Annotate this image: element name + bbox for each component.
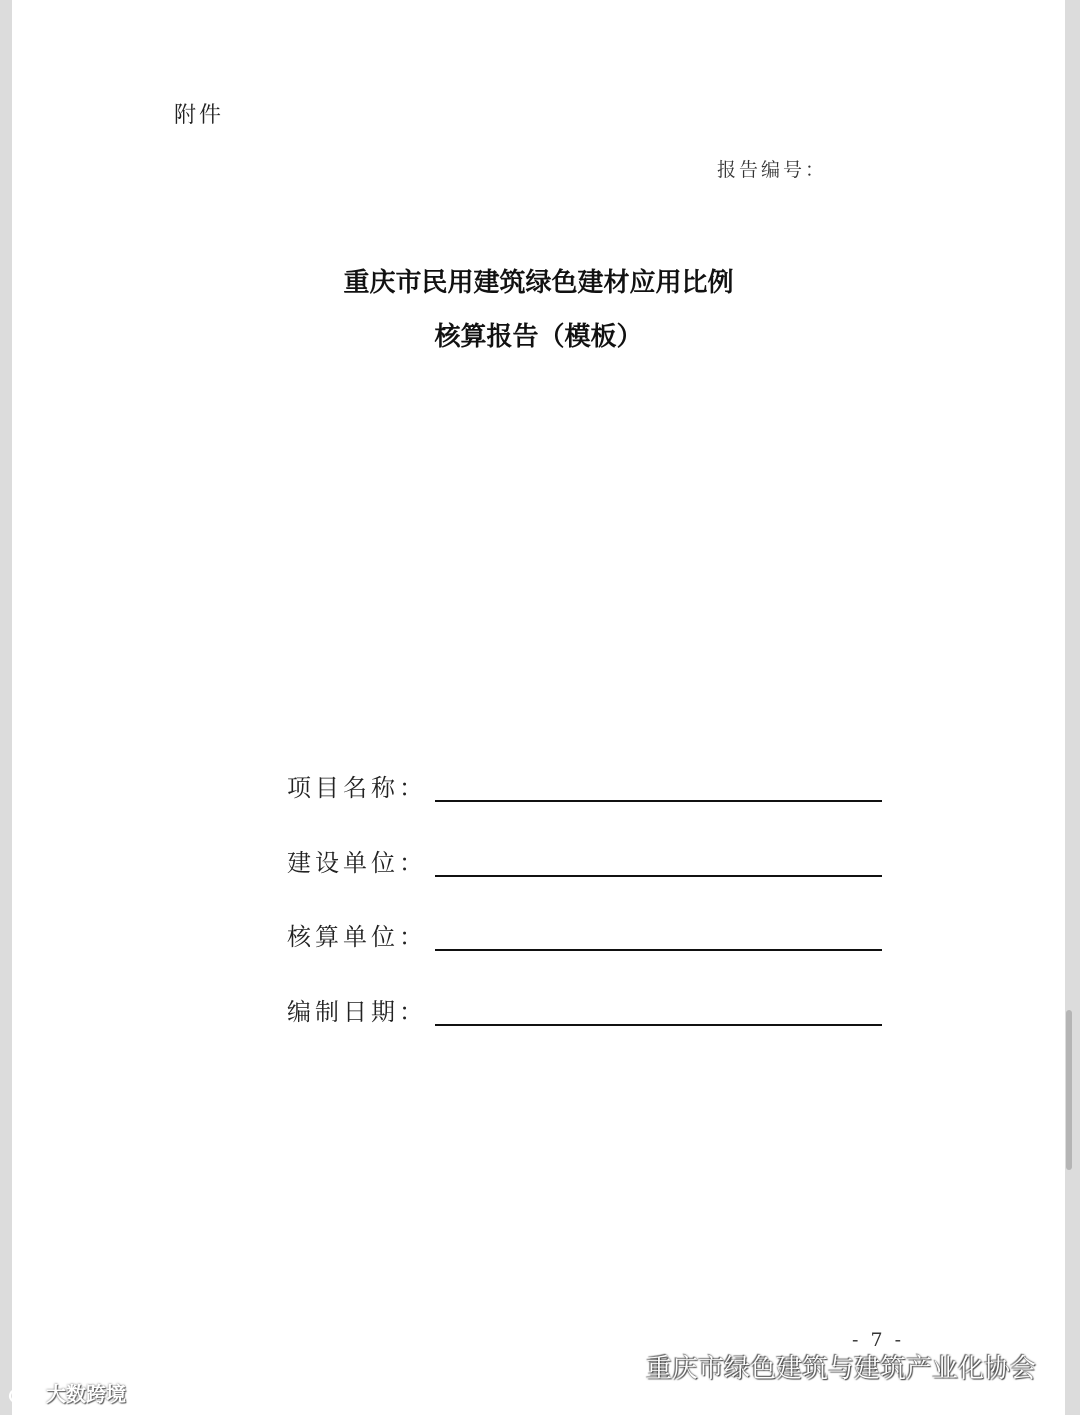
field-label: 核算单位： [287, 923, 427, 951]
weibo-account-name: 大数跨境 [46, 1382, 126, 1406]
document-title-line2: 核算报告（模板） [434, 322, 643, 352]
construction-unit-field [287, 837, 882, 877]
blank-line [435, 1004, 882, 1026]
page-number: - 7 - [852, 1329, 905, 1351]
weibo-watermark [8, 1378, 126, 1407]
report-number-label: 报告编号： [717, 159, 828, 181]
blank-line [435, 780, 882, 802]
document-title-line1: 重庆市民用建筑绿色建材应用比例 [343, 268, 734, 298]
blank-line [435, 929, 882, 951]
wechat-account-name: 重庆市绿色建筑与建筑产业化协会 [646, 1354, 1037, 1384]
field-label: 项目名称： [287, 774, 427, 802]
document-page [12, 0, 1065, 1415]
field-label: 建设单位： [287, 849, 427, 877]
weibo-icon [8, 1380, 42, 1406]
field-label: 编制日期： [287, 998, 427, 1026]
wechat-watermark [600, 1348, 1036, 1385]
attachment-label: 附件 [174, 103, 225, 128]
vertical-scrollbar[interactable] [1066, 1010, 1072, 1170]
project-name-field [287, 762, 882, 802]
wechat-icon [600, 1352, 638, 1382]
blank-line [435, 855, 882, 877]
accounting-unit-field [287, 911, 882, 951]
compile-date-field [287, 986, 882, 1026]
